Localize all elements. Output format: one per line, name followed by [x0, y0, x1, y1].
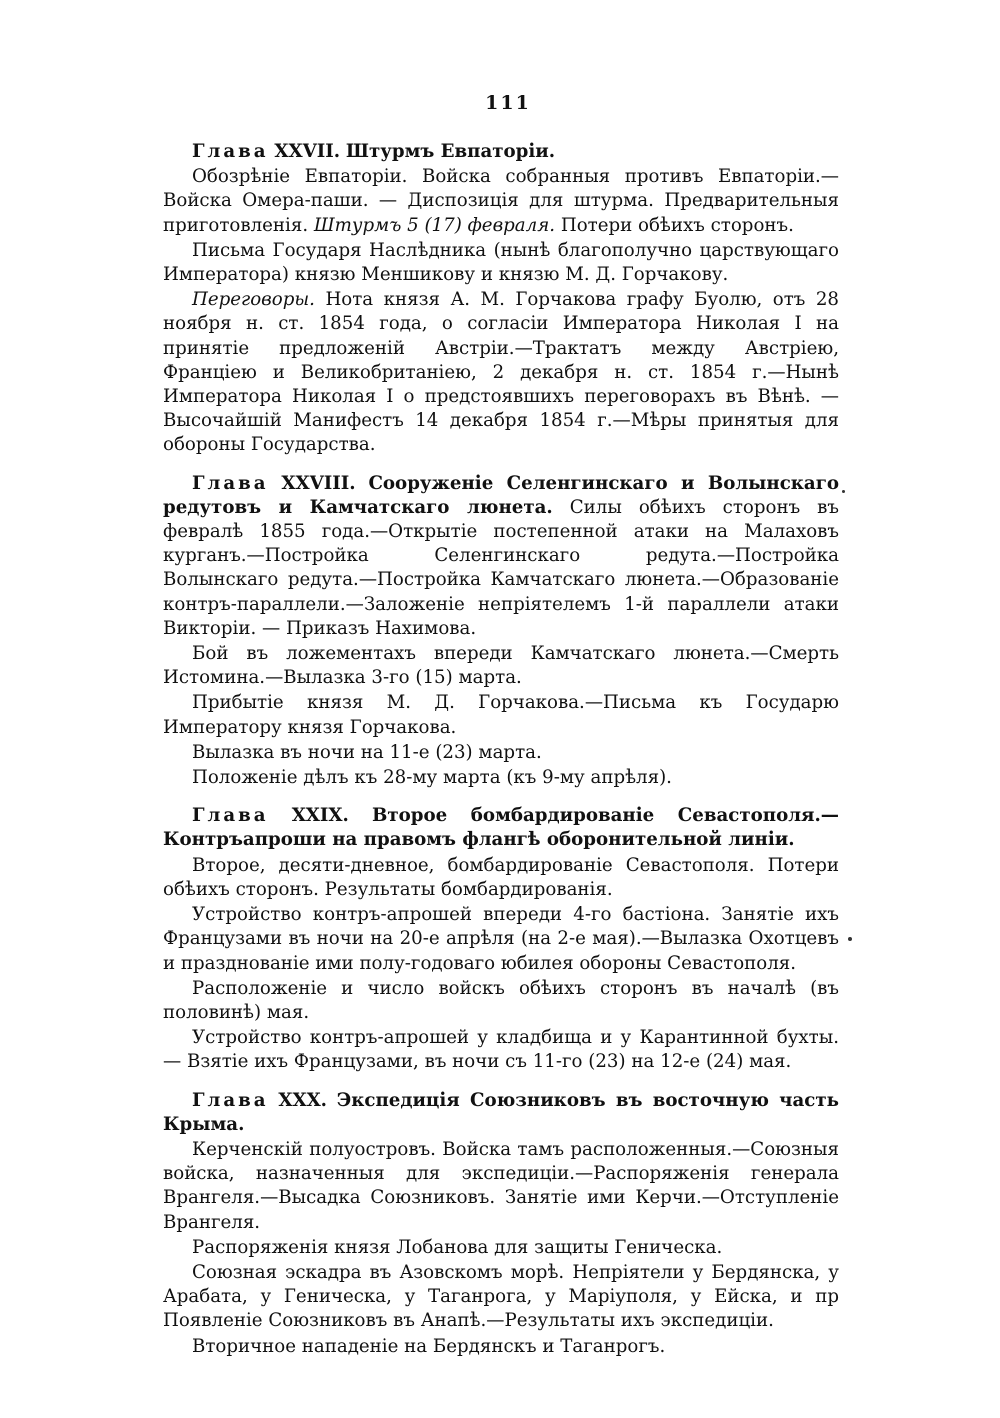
paragraph-text: Потери обѣихъ сторонъ. — [555, 214, 794, 236]
italic-phrase: Переговоры. — [192, 289, 315, 311]
chapter-numeral: XXVII. — [274, 141, 341, 162]
chapter-label: Глава — [192, 472, 269, 494]
paragraph-text: Обозрѣніе Евпаторіи. Войска собранныя противъ Евпаторіи.— Войска Омера-паши. — Диспозиція для штурма. Предварительныя приготовленія. — [163, 166, 839, 236]
chapter-title: Штурмъ Евпаторіи. — [345, 141, 556, 162]
page-number: 111 — [485, 92, 531, 114]
chapter-28-heading — [163, 472, 839, 641]
scan-speck — [842, 490, 845, 493]
paragraph: Положеніе дѣлъ къ 28-му марта (къ 9-му апрѣля). — [192, 767, 672, 789]
book-page — [163, 92, 839, 1373]
paragraph: Устройство контръ-апрошей у кладбища и у Карантинной бухты.— Взятіе ихъ Французами, въ ночи съ 11-го (23) на 12-е (24) мая. — [163, 1027, 839, 1073]
chapter-numeral: XXIX. — [291, 805, 349, 827]
italic-phrase: Штурмъ 5 (17) февраля. — [313, 214, 556, 236]
chapter-label: Глава — [192, 1089, 269, 1111]
chapter-label: Глава — [192, 805, 269, 827]
chapter-29 — [163, 804, 839, 1074]
chapter-29-heading — [163, 804, 839, 852]
chapter-title: Второе бомбардированіе Севастополя.—Контръапроши на правомъ флангѣ оборонительной линіи. — [163, 805, 839, 851]
chapter-27-heading — [163, 140, 839, 164]
chapter-summary: Силы обѣихъ сторонъ въ февралѣ 1855 года.—Открытіе постепенной атаки на Малаховъ курганъ.—Постройка Селенгинскаго редута.—Постройка Волынскаго редута.—Постройка Камчатскаго люнета.—Образованіе контръ-параллели.—Заложеніе непріятелемъ 1-й параллели атаки Викторіи. — Приказъ Нахимова. — [163, 496, 839, 639]
chapter-30-heading — [163, 1089, 839, 1137]
chapter-30 — [163, 1089, 839, 1359]
paragraph: Бой въ ложементахъ впереди Камчатскаго люнета.—Смерть Истомина.—Вылазка 3-го (15) марта. — [163, 643, 839, 689]
scan-speck — [848, 937, 852, 941]
chapter-title: Сооруженіе Селенгинскаго и Волынскаго редутовъ и Камчатскаго люнета. — [163, 472, 839, 518]
paragraph — [163, 288, 839, 457]
chapter-27 — [163, 140, 839, 458]
paragraph: Письма Государя Наслѣдника (нынѣ благополучно царствующаго Императора) князю Меншикову и князю М. Д. Горчакову. — [163, 239, 839, 286]
paragraph: Расположеніе и число войскъ обѣихъ сторонъ въ началѣ (въ половинѣ) мая. — [163, 977, 839, 1023]
paragraph: Прибытіе князя М. Д. Горчакова.—Письма къ Государю Императору князя Горчакова. — [163, 692, 839, 738]
chapter-label: Глава — [192, 141, 269, 162]
chapter-numeral: XXX. — [278, 1089, 328, 1111]
paragraph: Керченскій полуостровъ. Войска тамъ расположенныя.—Союзныя войска, назначенныя для экспедиціи.—Распоряженія генерала Врангеля.—Высадка Союзниковъ. Занятіе ими Керчи.—Отступленіе Врангеля. — [163, 1138, 839, 1233]
paragraph: Второе, десяти-дневное, бомбардированіе Севастополя. Потери обѣихъ сторонъ. Результаты бомбардированія. — [163, 854, 839, 900]
paragraph: Вылазка въ ночи на 11-е (23) марта. — [192, 741, 542, 763]
paragraph — [163, 165, 839, 238]
chapter-28 — [163, 472, 839, 791]
chapter-title: Экспедиція Союзниковъ въ восточную часть Крыма. — [163, 1089, 839, 1135]
paragraph-text: Нота князя А. М. Горчакова графу Буолю, отъ 28 ноября н. ст. 1854 года, о согласіи Императора Николая I на принятіе предложеній Австріи.—Трактатъ между Австріею, Франціею и Великобританіею, 2 декабря н. ст. 1854 г.—Нынѣ Императора Николая I о предстоявшихъ переговорахъ въ Вѣнѣ. —Высочайшій Манифестъ 14 декабря 1854 г.—Мѣры принятыя для обороны Государства. — [163, 289, 839, 456]
paragraph: Вторичное нападеніе на Бердянскъ и Таганрогъ. — [192, 1335, 666, 1357]
paragraph: Распоряженія князя Лобанова для защиты Геническа. — [192, 1236, 723, 1258]
paragraph: Устройство контръ-апрошей впереди 4-го бастіона. Занятіе ихъ Французами въ ночи на 20-е апрѣля (на 2-е мая).—Вылазка Охотцевъ и празднованіе ими полу-годоваго юбилея обороны Севастополя. — [163, 904, 839, 974]
chapter-numeral: XXVIII. — [281, 472, 356, 494]
paragraph: Союзная эскадра въ Азовскомъ морѣ. Непріятели у Бердянска, у Арабата, у Геническа, у Таганрога, у Маріуполя, у Ейска, и пр Появленіе Союзниковъ въ Анапѣ.—Результаты ихъ экспедиціи. — [163, 1261, 839, 1332]
